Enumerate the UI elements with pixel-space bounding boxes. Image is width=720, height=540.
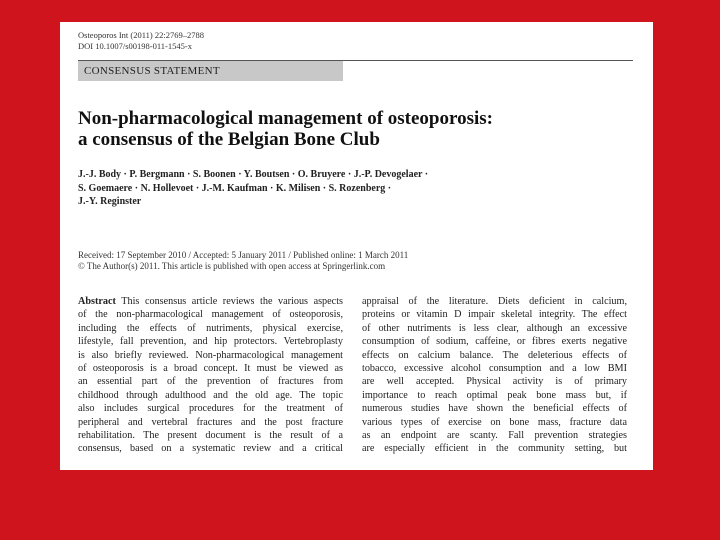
article-type-banner: [78, 61, 343, 81]
dates-line: Received: 17 September 2010 / Accepted: 5 January 2011 / Published online: 1 March 2011: [78, 250, 409, 260]
author-line: J.-Y. Reginster: [78, 196, 142, 207]
abstract-line: are well accepted. Physical activity is of primary: [362, 376, 627, 388]
abstract-heading: Abstract: [78, 296, 116, 307]
author-line: J.-J. Body · P. Bergmann · S. Boonen · Y. Boutsen · O. Bruyere · J.-P. Devogelaer ·: [78, 169, 429, 180]
abstract-line: consumption of sodium, caffeine, or fibres exerts negative: [362, 336, 627, 348]
abstract-line: as an endpoint are scanty. Fall prevention strategies: [362, 430, 627, 442]
abstract-left-column: [78, 295, 343, 456]
abstract-line: of other nutriments is less clear, although an excessive: [362, 322, 627, 334]
abstract-line: childhood through adulthood and the old age. The topic: [78, 389, 343, 401]
doi: DOI 10.1007/s00198-011-1545-x: [78, 41, 192, 51]
abstract-line: appraisal of the literature. Diets deficient in calcium,: [362, 296, 627, 307]
abstract-line: including the effects of nutriments, physical exercise,: [78, 322, 343, 334]
abstract-line: consensus, based on a systematic review and a critical: [78, 443, 343, 455]
abstract-line: [78, 295, 343, 308]
title-line: Non-pharmacological management of osteoporosis:: [78, 108, 493, 129]
abstract-line: also includes surgical procedures for the treatment of: [78, 403, 343, 415]
abstract-line: tobacco, excessive alcohol consumption and a low BMI: [362, 363, 627, 375]
abstract-right-column: [362, 295, 627, 456]
abstract-line: rehabilitation. The present document is the result of a: [78, 430, 343, 442]
publication-info: [78, 250, 408, 272]
abstract-line: numerous studies have shown the beneficial effects of: [362, 403, 627, 415]
title-line: a consensus of the Belgian Bone Club: [78, 129, 380, 150]
abstract-text: This consensus article reviews the various aspects: [115, 296, 343, 307]
abstract-line: importance to reach optimal peak bone mass but, if: [362, 389, 627, 401]
abstract-line: effects on calcium balance. The deleterious effects of: [362, 349, 627, 361]
article-page: [60, 22, 653, 470]
author-list: [78, 168, 598, 209]
abstract-line: proteins or vitamin D impair skeletal integrity. The effect: [362, 309, 627, 321]
abstract-line: an essential part of the prevention of fractures from: [78, 376, 343, 388]
abstract-line: is also briefly reviewed. Non-pharmacological management: [78, 349, 343, 361]
abstract-line: are especially efficient in the community setting, but: [362, 443, 627, 455]
article-type-label: CONSENSUS STATEMENT: [84, 65, 220, 77]
abstract-line: various types of exercise on bone mass, fracture data: [362, 416, 627, 428]
abstract-line: peripheral and vertebral fractures and the post fracture: [78, 416, 343, 428]
copyright-line: © The Author(s) 2011. This article is published with open access at Springerlink.com: [78, 261, 386, 271]
abstract-line: lifestyle, fall prevention, and hip protectors. Vertebroplasty: [78, 336, 343, 348]
article-title: [78, 108, 618, 150]
journal-reference: Osteoporos Int (2011) 22:2769–2788: [78, 30, 204, 40]
author-line: S. Goemaere · N. Hollevoet · J.-M. Kaufman · K. Milisen · S. Rozenberg ·: [78, 182, 392, 194]
abstract-line: of osteoporosis is a broad concept. It must be viewed as: [78, 363, 343, 375]
abstract-line: of the non-pharmacological management of osteoporosis,: [78, 309, 343, 321]
